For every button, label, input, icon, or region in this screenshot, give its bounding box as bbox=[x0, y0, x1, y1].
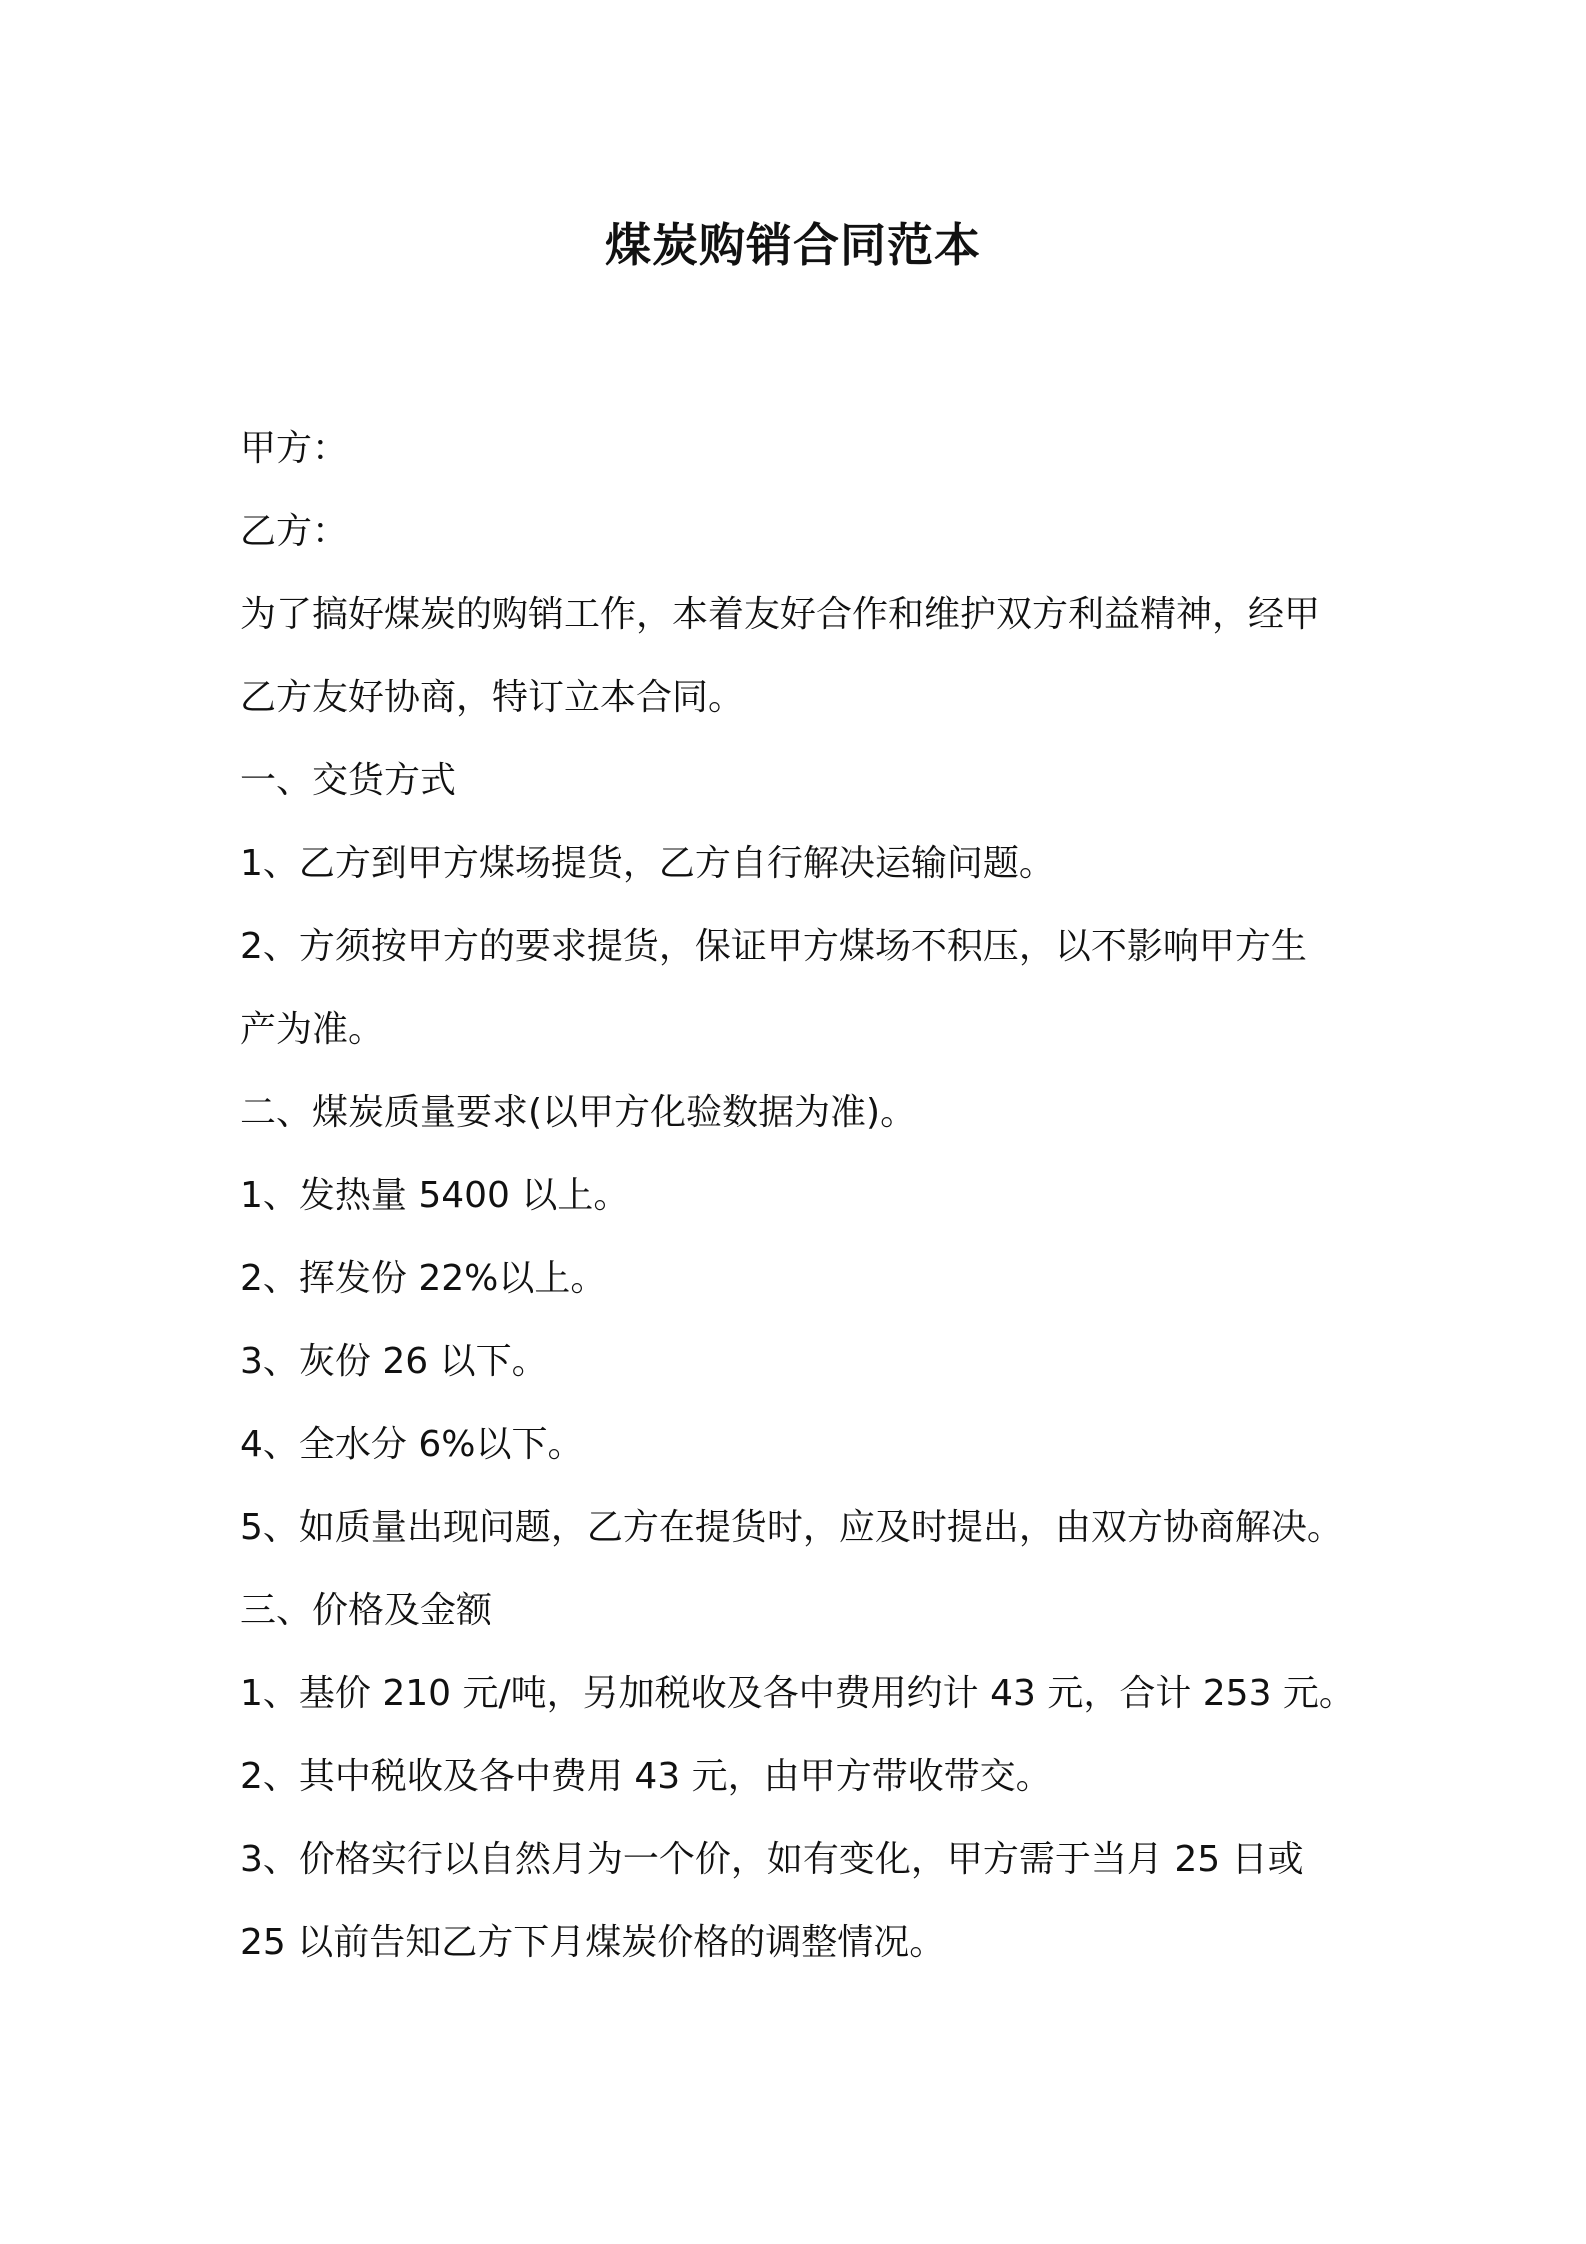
quality-clause-3: 3、灰份 26 以下。 bbox=[240, 1341, 548, 1382]
quality-clause-4: 4、全水分 6%以下。 bbox=[240, 1424, 584, 1465]
intro-paragraph-line-1: 为了搞好煤炭的购销工作，本着友好合作和维护双方利益精神，经甲 bbox=[240, 594, 1321, 635]
quality-clause-2: 2、挥发份 22%以上。 bbox=[240, 1258, 607, 1299]
intro-paragraph-line-2: 乙方友好协商，特订立本合同。 bbox=[240, 677, 745, 718]
delivery-clause-2-line-2: 产为准。 bbox=[240, 1009, 385, 1050]
quality-clause-1: 1、发热量 5400 以上。 bbox=[240, 1175, 630, 1216]
document-body bbox=[240, 407, 1380, 1984]
party-a-line: 甲方： bbox=[240, 428, 349, 469]
section-heading-quality: 二、煤炭质量要求(以甲方化验数据为准)。 bbox=[240, 1092, 917, 1133]
price-clause-3-line-1: 3、价格实行以自然月为一个价，如有变化，甲方需于当月 25 日或 bbox=[240, 1839, 1304, 1880]
section-heading-price: 三、价格及金额 bbox=[240, 1590, 493, 1631]
price-clause-1: 1、基价 210 元/吨，另加税收及各中费用约计 43 元，合计 253 元。 bbox=[240, 1673, 1355, 1714]
price-clause-2: 2、其中税收及各中费用 43 元，由甲方带收带交。 bbox=[240, 1756, 1052, 1797]
section-heading-delivery: 一、交货方式 bbox=[240, 760, 457, 801]
document-title: 煤炭购销合同范本 bbox=[605, 218, 981, 272]
delivery-clause-1: 1、乙方到甲方煤场提货，乙方自行解决运输问题。 bbox=[240, 843, 1055, 884]
delivery-clause-2-line-1: 2、方须按甲方的要求提货，保证甲方煤场不积压，以不影响甲方生 bbox=[240, 926, 1307, 967]
price-clause-3-line-2: 25 以前告知乙方下月煤炭价格的调整情况。 bbox=[240, 1922, 946, 1963]
quality-clause-5: 5、如质量出现问题，乙方在提货时，应及时提出，由双方协商解决。 bbox=[240, 1507, 1343, 1548]
party-b-line: 乙方： bbox=[240, 511, 349, 552]
